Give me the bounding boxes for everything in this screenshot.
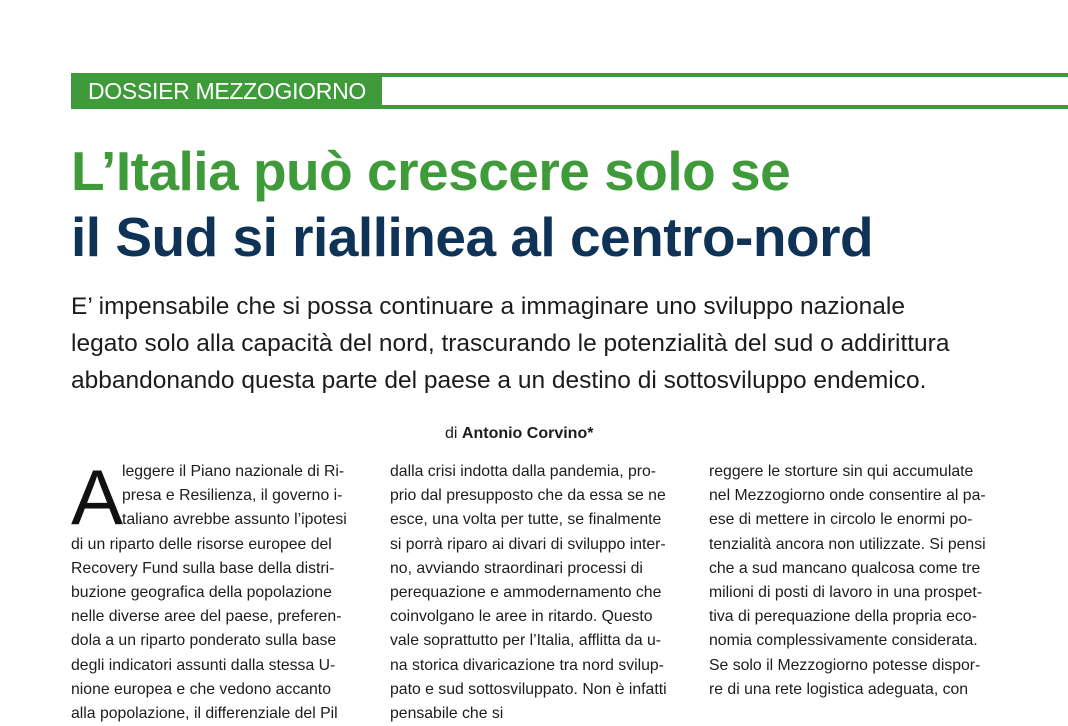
body-line: milioni di posti di lavoro in una prospet- bbox=[709, 584, 983, 602]
headline-line-2: il Sud si riallinea al centro-nord bbox=[71, 206, 874, 268]
standfirst-line: E’ impensabile che si possa continuare a immaginare uno sviluppo nazionale bbox=[71, 293, 905, 320]
body-line: perequazione e ammodernamento che bbox=[390, 584, 662, 602]
body-line: ese di mettere in circolo le enormi po- bbox=[709, 511, 973, 529]
body-column-2 bbox=[390, 460, 682, 726]
headline bbox=[71, 138, 873, 270]
standfirst bbox=[71, 288, 1031, 399]
body-line: nel Mezzogiorno onde consentire al pa- bbox=[709, 487, 986, 505]
body-line: re di una rete logistica adeguata, con bbox=[709, 680, 969, 698]
body-line: alla popolazione, il differenziale del Pil bbox=[71, 705, 338, 723]
body-line: reggere le storture sin qui accumulate bbox=[709, 463, 974, 480]
body-line: degli indicatori assunti dalla stessa U- bbox=[71, 656, 336, 674]
section-rule-bottom bbox=[382, 105, 1068, 109]
body-line: leggere il Piano nazionale di Ri- bbox=[122, 463, 345, 480]
body-line: vale soprattutto per l’Italia, afflitta da u- bbox=[390, 632, 662, 650]
body-line: coinvolgano le aree in ritardo. Questo bbox=[390, 608, 653, 626]
body-line: buzione geografica della popolazione bbox=[71, 584, 332, 602]
body-line: di un riparto delle risorse europee del bbox=[71, 535, 332, 553]
byline bbox=[445, 425, 593, 443]
body-line: tenzialità ancora non utilizzate. Si pensi bbox=[709, 535, 986, 553]
body-column-3 bbox=[709, 460, 1001, 702]
headline-line-1: L’Italia può crescere solo se bbox=[71, 140, 791, 202]
standfirst-line: abbandonando questa parte del paese a un destino di sottosviluppo endemico. bbox=[71, 367, 927, 394]
section-label: DOSSIER MEZZOGIORNO bbox=[71, 73, 382, 109]
body-line: prio dal presupposto che da essa se ne bbox=[390, 487, 666, 505]
body-line: Recovery Fund sulla base della distri- bbox=[71, 559, 335, 577]
drop-cap: A bbox=[71, 453, 124, 541]
byline-author: Antonio Corvino* bbox=[461, 425, 594, 442]
body-line: che a sud mancano qualcosa come tre bbox=[709, 559, 981, 577]
body-line: presa e Resilienza, il governo i- bbox=[122, 487, 343, 505]
body-line: nomia complessivamente considerata. bbox=[709, 632, 978, 650]
body-line: nione europea e che vedono accanto bbox=[71, 680, 331, 698]
body-line: esce, una volta per tutte, se finalmente bbox=[390, 511, 662, 529]
body-line: tiva di perequazione della propria eco- bbox=[709, 608, 977, 626]
body-line: dalla crisi indotta dalla pandemia, pro- bbox=[390, 463, 657, 480]
body-column-1 bbox=[71, 453, 363, 726]
body-line: no, avviando straordinari processi di bbox=[390, 559, 643, 577]
body-line: pensabile che si bbox=[390, 705, 504, 723]
byline-prefix: di bbox=[445, 425, 458, 442]
body-line: pato e sud sottosviluppato. Non è infatti bbox=[390, 680, 667, 698]
standfirst-line: legato solo alla capacità del nord, trascurando le potenzialità del sud o addirittura bbox=[71, 330, 950, 357]
body-line: Se solo il Mezzogiorno potesse dispor- bbox=[709, 656, 981, 674]
body-line: taliano avrebbe assunto l’ipotesi bbox=[122, 511, 347, 529]
body-line: si porrà riparo ai divari di sviluppo inter- bbox=[390, 535, 666, 553]
body-line: dola a un riparto ponderato sulla base bbox=[71, 632, 337, 650]
body-line: na storica divaricazione tra nord svilup- bbox=[390, 656, 664, 674]
body-line: nelle diverse aree del paese, preferen- bbox=[71, 608, 342, 626]
